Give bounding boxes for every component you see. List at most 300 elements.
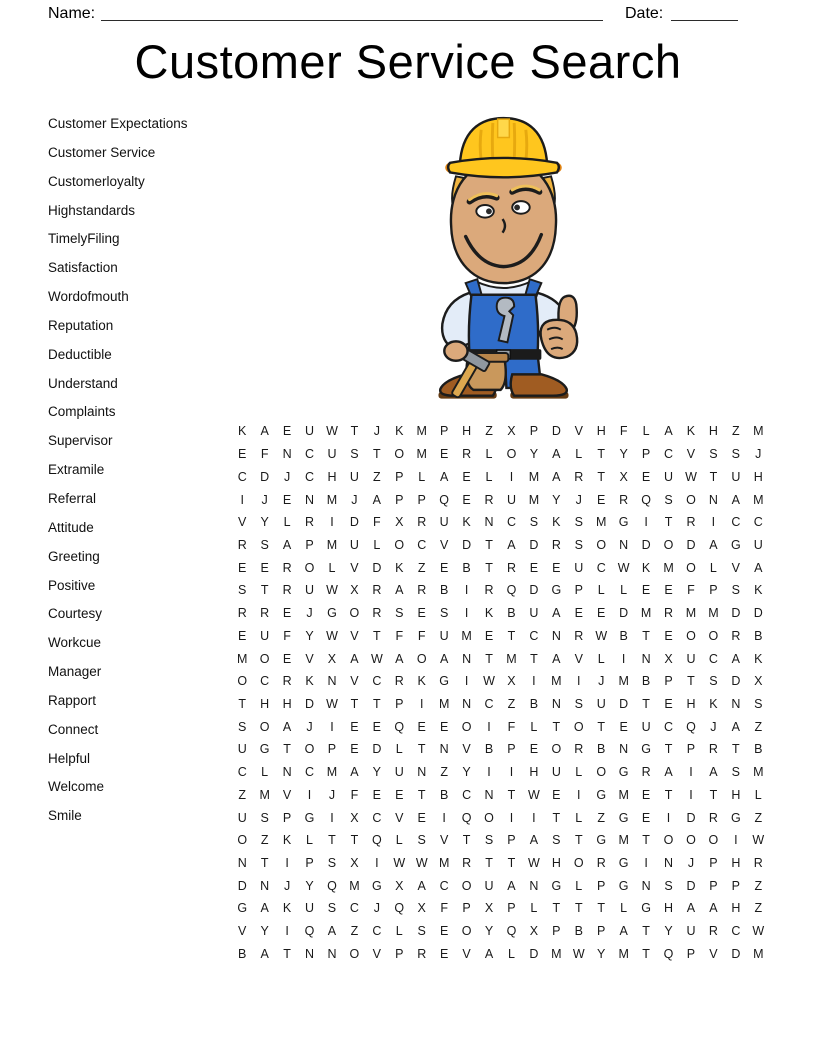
grid-cell: Y	[552, 492, 561, 507]
grid-cell: I	[644, 856, 648, 871]
grid-cell: I	[307, 787, 312, 802]
grid-cell: O	[708, 628, 719, 643]
grid-cell: I	[666, 810, 671, 825]
grid-cell: M	[618, 833, 629, 848]
grid-cell: Y	[260, 924, 269, 939]
grid-cell: W	[326, 424, 338, 439]
grid-cell: V	[350, 560, 359, 575]
grid-cell: X	[350, 856, 359, 871]
grid-cell: E	[597, 606, 606, 621]
grid-cell: V	[372, 946, 382, 961]
grid-cell: M	[438, 696, 450, 711]
grid-cell: N	[664, 856, 674, 871]
grid-cell: E	[484, 628, 494, 643]
word-list-item: TimelyFiling	[48, 231, 120, 247]
grid-cell: J	[755, 447, 762, 462]
grid-cell: I	[330, 810, 334, 825]
grid-cell: M	[461, 628, 472, 643]
grid-cell: L	[418, 469, 426, 484]
grid-cell: B	[641, 674, 651, 689]
grid-cell: C	[305, 765, 315, 780]
grid-cell: G	[641, 901, 651, 916]
grid-cell: J	[351, 492, 358, 507]
grid-cell: G	[439, 674, 450, 689]
grid-cell: R	[417, 583, 427, 598]
grid-cell: E	[282, 606, 292, 621]
grid-cell: O	[551, 742, 562, 757]
grid-cell: N	[641, 651, 651, 666]
grid-cell: G	[371, 878, 382, 893]
grid-cell: F	[260, 447, 269, 462]
grid-cell: L	[575, 810, 583, 825]
grid-cell: M	[663, 560, 674, 575]
word-list-item: Customerloyalty	[48, 173, 145, 189]
grid-cell: T	[350, 424, 359, 439]
word-list-item: Customer Expectations	[48, 116, 188, 131]
grid-cell: Q	[327, 878, 337, 893]
grid-cell: U	[305, 424, 315, 439]
grid-cell: X	[350, 810, 359, 825]
grid-cell: U	[305, 901, 315, 916]
grid-cell: T	[642, 946, 650, 961]
grid-cell: E	[282, 424, 292, 439]
grid-cell: V	[439, 537, 449, 552]
grid-cell: S	[238, 719, 247, 734]
grid-cell: T	[417, 742, 426, 757]
grid-cell: E	[372, 787, 382, 802]
grid-cell: T	[485, 651, 493, 666]
grid-cell: U	[506, 492, 516, 507]
grid-cell: Z	[754, 901, 763, 916]
grid-cell: D	[260, 469, 270, 484]
grid-cell: M	[551, 946, 562, 961]
grid-cell: A	[327, 924, 337, 939]
grid-cell: B	[439, 583, 449, 598]
grid-cell: T	[574, 833, 583, 848]
grid-cell: M	[528, 469, 540, 484]
grid-cell: E	[462, 492, 471, 507]
grid-cell: Z	[260, 833, 269, 848]
grid-cell: L	[642, 424, 650, 439]
grid-cell: T	[373, 696, 381, 711]
grid-cell: T	[709, 787, 718, 802]
grid-cell: I	[464, 674, 469, 689]
grid-cell: I	[285, 924, 289, 939]
grid-cell: Q	[394, 901, 405, 916]
grid-cell: Q	[663, 946, 674, 961]
grid-cell: O	[237, 833, 248, 848]
grid-cell: C	[484, 696, 494, 711]
grid-cell: E	[552, 787, 561, 802]
grid-cell: L	[597, 583, 605, 598]
grid-cell: M	[618, 787, 629, 802]
grid-cell: S	[709, 674, 718, 689]
grid-cell: M	[326, 765, 338, 780]
grid-cell: M	[237, 651, 248, 666]
grid-cell: Q	[371, 833, 382, 848]
grid-cell: J	[306, 719, 313, 734]
grid-cell: U	[237, 810, 247, 825]
grid-cell: X	[619, 469, 628, 484]
grid-cell: W	[483, 674, 495, 689]
word-list-item: Supervisor	[48, 433, 113, 449]
grid-cell: P	[282, 810, 292, 825]
grid-cell: E	[238, 628, 247, 643]
grid-cell: A	[731, 651, 741, 666]
grid-cell: Z	[732, 424, 740, 439]
grid-cell: R	[282, 674, 292, 689]
grid-cell: E	[664, 696, 673, 711]
grid-cell: A	[507, 878, 516, 893]
grid-cell: L	[530, 901, 538, 916]
grid-cell: E	[439, 447, 449, 462]
grid-cell: T	[642, 628, 650, 643]
grid-cell: P	[709, 878, 718, 893]
grid-cell: M	[416, 424, 427, 439]
grid-cell: E	[439, 946, 449, 961]
grid-cell: P	[395, 492, 404, 507]
grid-cell: W	[370, 651, 383, 666]
grid-cell: O	[596, 765, 607, 780]
grid-cell: T	[350, 696, 359, 711]
grid-cell: K	[754, 583, 763, 598]
grid-cell: F	[507, 719, 516, 734]
grid-cell: N	[462, 651, 472, 666]
grid-cell: M	[259, 787, 270, 802]
grid-cell: U	[686, 924, 696, 939]
grid-cell: L	[395, 742, 403, 757]
grid-cell: P	[709, 856, 718, 871]
grid-cell: B	[462, 560, 471, 575]
grid-cell: A	[282, 537, 292, 552]
grid-cell: E	[664, 583, 673, 598]
grid-cell: Z	[507, 696, 516, 711]
grid-cell: Q	[506, 583, 517, 598]
grid-cell: T	[664, 515, 673, 530]
grid-cell: R	[260, 606, 270, 621]
grid-cell: P	[305, 856, 314, 871]
grid-cell: S	[731, 447, 741, 462]
grid-cell: C	[731, 924, 741, 939]
grid-cell: A	[282, 719, 292, 734]
grid-cell: U	[394, 765, 404, 780]
grid-cell: N	[260, 878, 270, 893]
grid-cell: B	[439, 787, 449, 802]
grid-cell: J	[373, 901, 380, 916]
grid-cell: U	[664, 469, 674, 484]
grid-cell: H	[596, 424, 606, 439]
grid-cell: O	[394, 537, 405, 552]
grid-cell: R	[462, 447, 472, 462]
grid-cell: P	[597, 878, 606, 893]
grid-cell: A	[731, 719, 741, 734]
grid-cell: J	[283, 878, 291, 893]
grid-cell: H	[282, 696, 292, 711]
grid-cell: I	[464, 606, 469, 621]
grid-cell: A	[529, 833, 539, 848]
grid-cell: L	[373, 537, 381, 552]
grid-cell: M	[640, 606, 652, 621]
grid-cell: J	[328, 787, 336, 802]
grid-cell: T	[642, 833, 650, 848]
grid-cell: O	[349, 946, 360, 961]
grid-cell: G	[618, 810, 629, 825]
grid-cell: W	[528, 856, 540, 871]
grid-cell: A	[552, 651, 561, 666]
grid-cell: D	[731, 674, 741, 689]
grid-cell: R	[237, 606, 247, 621]
grid-cell: L	[575, 878, 583, 893]
grid-cell: B	[619, 628, 628, 643]
grid-cell: H	[327, 469, 337, 484]
grid-cell: O	[686, 628, 696, 643]
grid-cell: R	[282, 560, 292, 575]
grid-cell: A	[439, 469, 449, 484]
grid-cell: E	[282, 651, 292, 666]
grid-cell: W	[572, 946, 585, 961]
grid-cell: T	[597, 447, 606, 462]
grid-cell: Y	[305, 878, 314, 893]
word-list	[48, 110, 238, 831]
grid-cell: D	[462, 537, 472, 552]
grid-cell: O	[686, 560, 696, 575]
grid-cell: Q	[641, 492, 651, 507]
grid-cell: G	[730, 810, 741, 825]
grid-cell: I	[464, 583, 469, 598]
word-list-item: Complaints	[48, 404, 116, 420]
grid-cell: L	[485, 469, 493, 484]
grid-cell: K	[754, 651, 763, 666]
grid-cell: O	[663, 537, 674, 552]
grid-cell: J	[373, 424, 380, 439]
grid-cell: E	[282, 492, 292, 507]
grid-cell: L	[261, 765, 269, 780]
grid-cell: E	[439, 924, 449, 939]
grid-cell: L	[328, 560, 336, 575]
grid-cell: N	[439, 742, 449, 757]
grid-cell: S	[529, 515, 539, 530]
grid-cell: C	[237, 469, 247, 484]
grid-cell: Y	[597, 946, 606, 961]
grid-cell: D	[372, 560, 382, 575]
word-list-item: Referral	[48, 490, 97, 506]
grid-cell: O	[259, 719, 270, 734]
grid-cell: L	[283, 515, 291, 530]
grid-cell: P	[686, 946, 696, 961]
grid-cell: M	[753, 424, 764, 439]
grid-cell: K	[641, 560, 651, 575]
grid-cell: K	[395, 424, 404, 439]
grid-cell: X	[664, 651, 673, 666]
grid-cell: T	[687, 674, 695, 689]
grid-cell: L	[507, 946, 515, 961]
word-list-item: Workcue	[48, 635, 102, 651]
grid-cell: N	[462, 696, 472, 711]
grid-cell: S	[709, 447, 718, 462]
grid-cell: Q	[461, 810, 472, 825]
grid-cell: X	[395, 515, 404, 530]
word-list-item: Welcome	[48, 779, 105, 795]
pupil-left	[486, 208, 492, 214]
grid-cell: K	[552, 515, 561, 530]
grid-cell: X	[417, 901, 426, 916]
grid-cell: E	[552, 560, 561, 575]
grid-cell: R	[708, 810, 718, 825]
grid-cell: L	[709, 560, 717, 575]
grid-cell: D	[619, 606, 629, 621]
grid-cell: M	[753, 946, 764, 961]
grid-cell: A	[507, 537, 516, 552]
grid-cell: O	[708, 833, 719, 848]
grid-cell: D	[529, 537, 539, 552]
word-list-item: Attitude	[48, 519, 94, 535]
grid-cell: R	[394, 674, 404, 689]
grid-cell: O	[686, 833, 696, 848]
grid-cell: C	[417, 537, 427, 552]
grid-cell: T	[485, 560, 493, 575]
grid-cell: M	[528, 492, 540, 507]
grid-cell: P	[709, 583, 718, 598]
grid-cell: P	[597, 924, 606, 939]
word-list-item: Greeting	[48, 548, 100, 564]
grid-cell: D	[731, 606, 741, 621]
grid-cell: H	[686, 696, 696, 711]
grid-cell: S	[439, 606, 449, 621]
grid-cell: I	[419, 696, 424, 711]
grid-cell: A	[552, 606, 561, 621]
grid-cell: A	[260, 946, 269, 961]
grid-cell: C	[708, 651, 718, 666]
grid-cell: U	[484, 878, 494, 893]
grid-cell: R	[574, 469, 584, 484]
grid-cell: X	[507, 674, 516, 689]
grid-cell: H	[708, 424, 718, 439]
grid-cell: I	[375, 856, 379, 871]
grid-cell: L	[620, 901, 628, 916]
grid-cell: E	[417, 719, 426, 734]
grid-cell: V	[709, 946, 718, 961]
grid-cell: Z	[597, 810, 606, 825]
grid-cell: G	[304, 810, 315, 825]
grid-cell: R	[708, 742, 718, 757]
grid-cell: N	[551, 696, 561, 711]
grid-cell: V	[574, 424, 583, 439]
grid-cell: T	[373, 628, 381, 643]
grid-cell: W	[326, 583, 338, 598]
grid-cell: R	[551, 537, 561, 552]
grid-cell: I	[689, 787, 693, 802]
grid-cell: E	[372, 719, 382, 734]
right-fist	[541, 320, 578, 358]
grid-cell: M	[753, 765, 764, 780]
grid-cell: A	[754, 560, 763, 575]
grid-cell: I	[532, 810, 536, 825]
grid-cell: R	[417, 515, 427, 530]
grid-cell: Y	[484, 924, 494, 939]
page-title: Customer Service Search	[134, 35, 682, 88]
grid-cell: J	[710, 719, 717, 734]
grid-cell: M	[596, 515, 607, 530]
grid-cell: T	[260, 856, 269, 871]
grid-cell: C	[664, 719, 674, 734]
grid-cell: B	[484, 742, 494, 757]
grid-cell: A	[709, 537, 718, 552]
grid-cell: M	[618, 674, 629, 689]
grid-cell: S	[350, 447, 359, 462]
grid-cell: J	[575, 492, 582, 507]
grid-cell: P	[552, 924, 561, 939]
grid-cell: C	[305, 469, 315, 484]
word-list-item: Satisfaction	[48, 260, 118, 276]
grid-cell: T	[552, 810, 561, 825]
grid-cell: T	[732, 742, 740, 757]
grid-cell: D	[753, 606, 763, 621]
grid-cell: K	[709, 696, 718, 711]
grid-cell: C	[349, 901, 359, 916]
grid-cell: N	[237, 856, 247, 871]
grid-cell: C	[462, 787, 472, 802]
grid-cell: T	[530, 651, 538, 666]
grid-cell: P	[507, 742, 516, 757]
grid-cell: D	[686, 878, 696, 893]
grid-cell: A	[552, 447, 561, 462]
grid-cell: N	[708, 492, 718, 507]
grid-cell: N	[305, 492, 315, 507]
grid-cell: B	[507, 606, 516, 621]
grid-cell: S	[731, 583, 741, 598]
grid-cell: X	[395, 878, 404, 893]
grid-cell: T	[552, 901, 561, 916]
word-list-item: Reputation	[48, 317, 114, 333]
grid-cell: X	[529, 924, 539, 939]
grid-cell: T	[417, 787, 426, 802]
grid-cell: T	[507, 856, 516, 871]
grid-cell: Q	[304, 924, 315, 939]
grid-cell: T	[328, 833, 336, 848]
word-list-item: Manager	[48, 664, 102, 680]
grid-cell: O	[349, 606, 360, 621]
grid-cell: D	[529, 583, 539, 598]
grid-cell: A	[664, 765, 673, 780]
grid-cell: G	[551, 878, 562, 893]
grid-cell: P	[417, 492, 426, 507]
grid-cell: Q	[439, 492, 450, 507]
grid-cell: O	[484, 810, 494, 825]
grid-cell: J	[261, 492, 268, 507]
grid-cell: F	[283, 628, 291, 643]
grid-cell: A	[619, 924, 628, 939]
grid-cell: X	[350, 583, 359, 598]
grid-cell: Z	[754, 878, 763, 893]
grid-cell: S	[417, 833, 426, 848]
grid-cell: Y	[619, 447, 628, 462]
grid-cell: R	[462, 856, 472, 871]
grid-cell: F	[619, 424, 628, 439]
grid-cell: G	[596, 833, 607, 848]
grid-cell: M	[416, 447, 427, 462]
grid-cell: M	[685, 606, 697, 621]
grid-cell: H	[731, 901, 741, 916]
grid-cell: G	[237, 901, 248, 916]
grid-cell: J	[687, 856, 695, 871]
grid-cell: K	[417, 674, 426, 689]
grid-cell: M	[551, 674, 562, 689]
grid-cell: Q	[686, 719, 696, 734]
grid-cell: I	[509, 810, 514, 825]
grid-cell: T	[597, 469, 606, 484]
grid-cell: P	[462, 901, 471, 916]
grid-cell: W	[393, 856, 406, 871]
